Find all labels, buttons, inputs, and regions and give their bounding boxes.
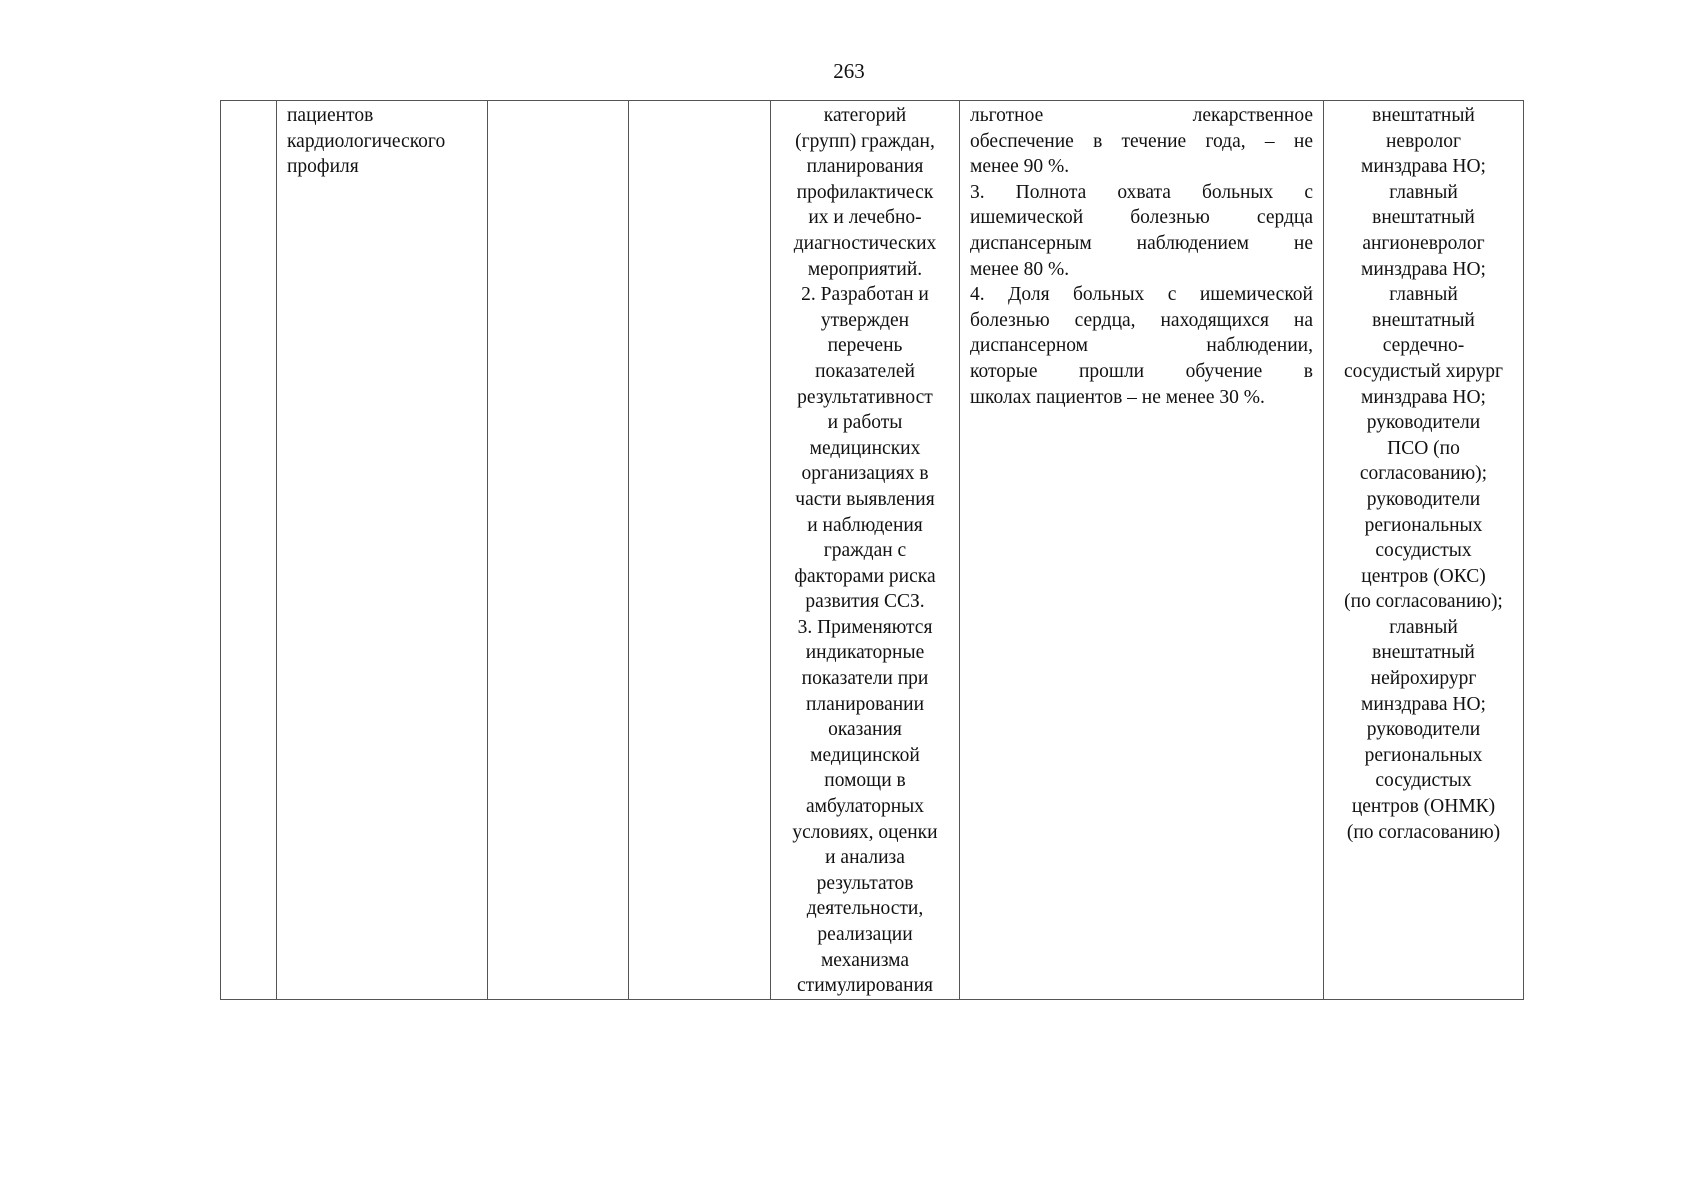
table-row [221,101,1524,1000]
text-line: утвержден [820,309,910,331]
text-line: (по согласованию); [1344,591,1503,613]
text-line: главный [1389,284,1458,306]
text-line: 3. Полнота охвата больных с [970,181,1313,203]
text-line: диагностических [793,232,937,254]
text-line: и анализа [825,847,905,869]
cell-empty-2 [629,101,771,1000]
text-line: минздрава НО; [1361,386,1486,408]
text-line: кардиологического [287,130,446,152]
text-line: сосудистых [1375,540,1472,562]
cell-activity-name [277,101,488,1000]
text-line: организациях в [801,463,929,485]
text-line: амбулаторных [806,796,924,818]
text-line: ПСО (по [1387,437,1460,459]
cell-number [221,101,277,1000]
text-line: руководители [1366,412,1481,434]
text-line: факторами риска [794,565,936,587]
text-line: условиях, оценки [792,821,938,843]
text-line: (групп) граждан, [795,130,935,152]
text-line: невролог [1385,130,1462,152]
text-line: внештатный [1372,105,1475,126]
text-line: руководители [1366,488,1481,510]
cell-empty-1 [488,101,629,1000]
text-line: 2. Разработан и [801,284,929,306]
text-line: результативност [797,386,933,408]
indicators-text [970,103,1313,410]
text-line: пациентов [287,105,374,126]
text-line: их и лечебно- [808,207,922,229]
expected-results-text [777,103,953,999]
text-line: развития ССЗ. [805,591,925,613]
text-line: перечень [827,335,903,357]
text-line: мероприятий. [807,258,923,280]
text-line: диспансерным наблюдением не [970,232,1313,254]
text-line: главный [1389,616,1458,638]
document-table [220,100,1524,1000]
text-line: планировании [805,693,925,715]
text-line: ишемической болезнью сердца [970,207,1313,229]
text-line: диспансерном наблюдении, [970,335,1313,357]
text-line: внештатный [1372,642,1475,664]
text-line: региональных [1364,514,1483,536]
page-number: 263 [833,59,865,83]
text-line: 3. Применяются [797,616,933,638]
activity-name-text [287,103,477,180]
text-line: минздрава НО; [1361,258,1486,280]
text-line: школах пациентов – не менее 30 %. [970,386,1265,408]
text-line: категорий [823,105,907,126]
text-line: главный [1389,181,1458,203]
text-line: центров (ОКС) [1361,565,1486,587]
text-line: медицинской [810,744,920,766]
text-line: обеспечение в течение года, – не [970,130,1313,152]
cell-indicators [960,101,1324,1000]
responsible-text [1328,103,1519,845]
text-line: минздрава НО; [1361,693,1486,715]
text-line: и наблюдения [807,514,923,536]
text-line: индикаторные [805,642,925,664]
text-line: сердечно- [1382,335,1465,357]
text-line: льготное лекарственное [970,105,1313,126]
text-line: части выявления [795,488,935,510]
text-line: медицинских [809,437,921,459]
text-line: реализации [817,924,913,945]
text-line: региональных [1364,744,1483,766]
text-line: механизма [820,949,910,971]
text-line: согласованию); [1359,463,1488,485]
cell-responsible [1324,101,1524,1000]
text-line: внештатный [1372,207,1475,229]
text-line: нейрохирург [1370,668,1477,690]
text-line: менее 90 %. [970,156,1070,178]
text-line: руководители [1366,719,1481,741]
text-line: результатов [816,872,914,894]
text-line: показателей [815,360,915,382]
cell-expected-results [771,101,960,1000]
text-line: оказания [828,719,902,741]
text-line: граждан с [823,540,907,562]
text-line: показатели при [801,668,929,690]
text-line: стимулирования [797,975,933,997]
text-line: которые прошли обучение в [970,360,1313,382]
text-line: планирования [806,156,924,178]
text-line: ангионевролог [1362,232,1485,254]
text-line: болезнью сердца, находящихся на [970,309,1313,331]
text-line: деятельности, [806,898,924,920]
text-line: и работы [827,412,903,434]
text-line: помощи в [824,770,906,792]
text-line: менее 80 %. [970,258,1070,280]
text-line: сосудистых [1375,770,1472,792]
text-line: центров (ОНМК) [1351,796,1496,818]
text-line: профилактическ [796,181,934,203]
text-line: профиля [287,156,359,178]
text-line: внештатный [1372,309,1475,331]
text-line: сосудистый хирург [1344,360,1503,382]
text-line: (по согласованию) [1346,821,1501,843]
text-line: 4. Доля больных с ишемической [970,284,1313,306]
text-line: минздрава НО; [1361,156,1486,178]
